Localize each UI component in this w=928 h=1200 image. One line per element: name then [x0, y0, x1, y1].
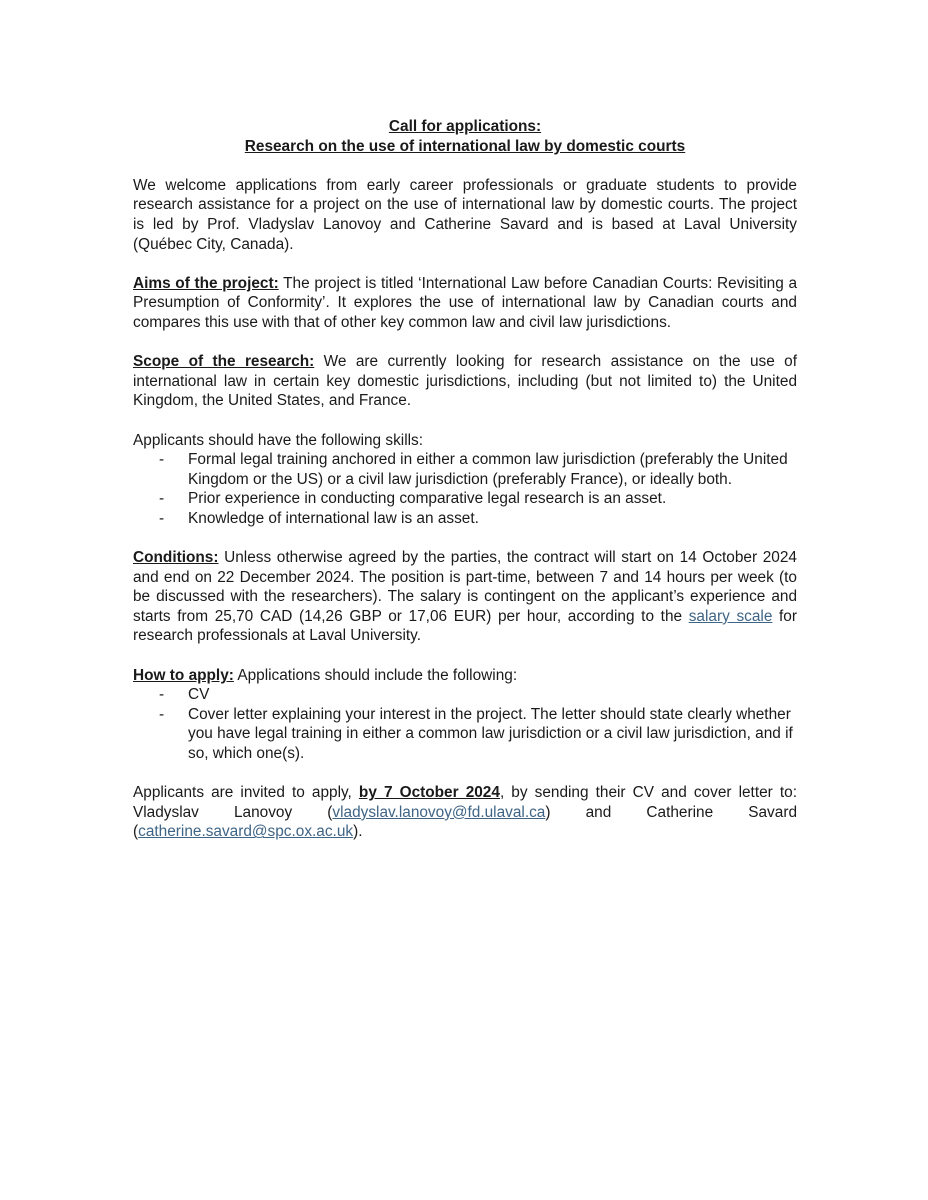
deadline: by 7 October 2024: [358, 784, 500, 802]
salary-scale-link[interactable]: salary scale: [688, 607, 773, 625]
document-page: [133, 117, 797, 842]
aims-paragraph: [133, 274, 797, 333]
list-item: - Knowledge of international law is an asset.: [159, 509, 479, 527]
list-item: - Cover letter explaining your interest in the project. The letter should state clearly whether you have legal training in either a common law jurisdiction or a civil law jurisdiction, and if so, which one(s).: [159, 705, 793, 762]
email-link-lanovoy[interactable]: vladyslav.lanovoy@fd.ulaval.ca: [332, 803, 546, 821]
apply-paragraph: [133, 666, 797, 686]
scope-heading: Scope of the research:: [133, 353, 315, 371]
apply-list: [133, 685, 797, 763]
apply-heading: How to apply:: [133, 666, 234, 684]
intro-paragraph: We welcome applications from early career professionals or graduate students to provide research assistance for a project on the use of international law by domestic courts. The project is led by Prof. Vladyslav Lanovoy and Catherine Savard and is based at Laval University (Québec City, Canada).: [133, 176, 797, 253]
dash-bullet: -: [159, 686, 165, 704]
dash-bullet: -: [159, 705, 165, 723]
title-line-2: Research on the use of international law by domestic courts: [244, 137, 686, 155]
conditions-paragraph: [133, 548, 797, 646]
skills-intro: Applicants should have the following skills:: [133, 431, 424, 449]
list-item: - CV: [159, 686, 210, 704]
dash-bullet: -: [159, 509, 165, 527]
scope-paragraph: [133, 352, 797, 411]
aims-heading: Aims of the project:: [133, 274, 279, 292]
title-line-1: Call for applications:: [388, 118, 542, 135]
apply-text: Applications should include the following:: [233, 666, 518, 684]
email-link-savard[interactable]: catherine.savard@spc.ox.ac.uk: [138, 823, 354, 841]
aims-text: The project is titled ‘International Law before Canadian Courts: Revisiting a Presumption of Conformity’. It explores the use of international law by Canadian courts and compares this use with that of other key common law and civil law jurisdictions.: [133, 274, 797, 331]
conditions-text-end: for research professionals at Laval University.: [133, 607, 797, 645]
skills-list: [133, 450, 797, 528]
conditions-text: Unless otherwise agreed by the parties, the contract will start on 14 October 2024 and end on 22 December 2024. The position is part-time, between 7 and 14 hours per week (to be discussed with the researchers). The salary is contingent on the applicant’s experience and starts from 25,70 CAD (14,26 GBP or 17,06 EUR) per hour, according to the: [133, 549, 797, 625]
list-item: - Prior experience in conducting comparative legal research is an asset.: [159, 490, 667, 508]
closing-paragraph: Applicants are invited to apply, by 7 October 2024, by sending their CV and cover letter to: Vladyslav Lanovoy (vladyslav.lanovoy@fd.ulaval.ca) and Catherine Savard (catherine.savard@spc.ox.ac.uk).: [133, 784, 797, 841]
list-item: - Formal legal training anchored in either a common law jurisdiction (preferably the United Kingdom or the US) or a civil law jurisdiction (preferably France), or ideally both.: [159, 451, 788, 488]
dash-bullet: -: [159, 451, 165, 469]
dash-bullet: -: [159, 490, 165, 508]
scope-text: We are currently looking for research assistance on the use of international law in certain key domestic jurisdictions, including (but not limited to) the United Kingdom, the United States, and France.: [133, 353, 797, 410]
conditions-heading: Conditions:: [133, 549, 219, 567]
